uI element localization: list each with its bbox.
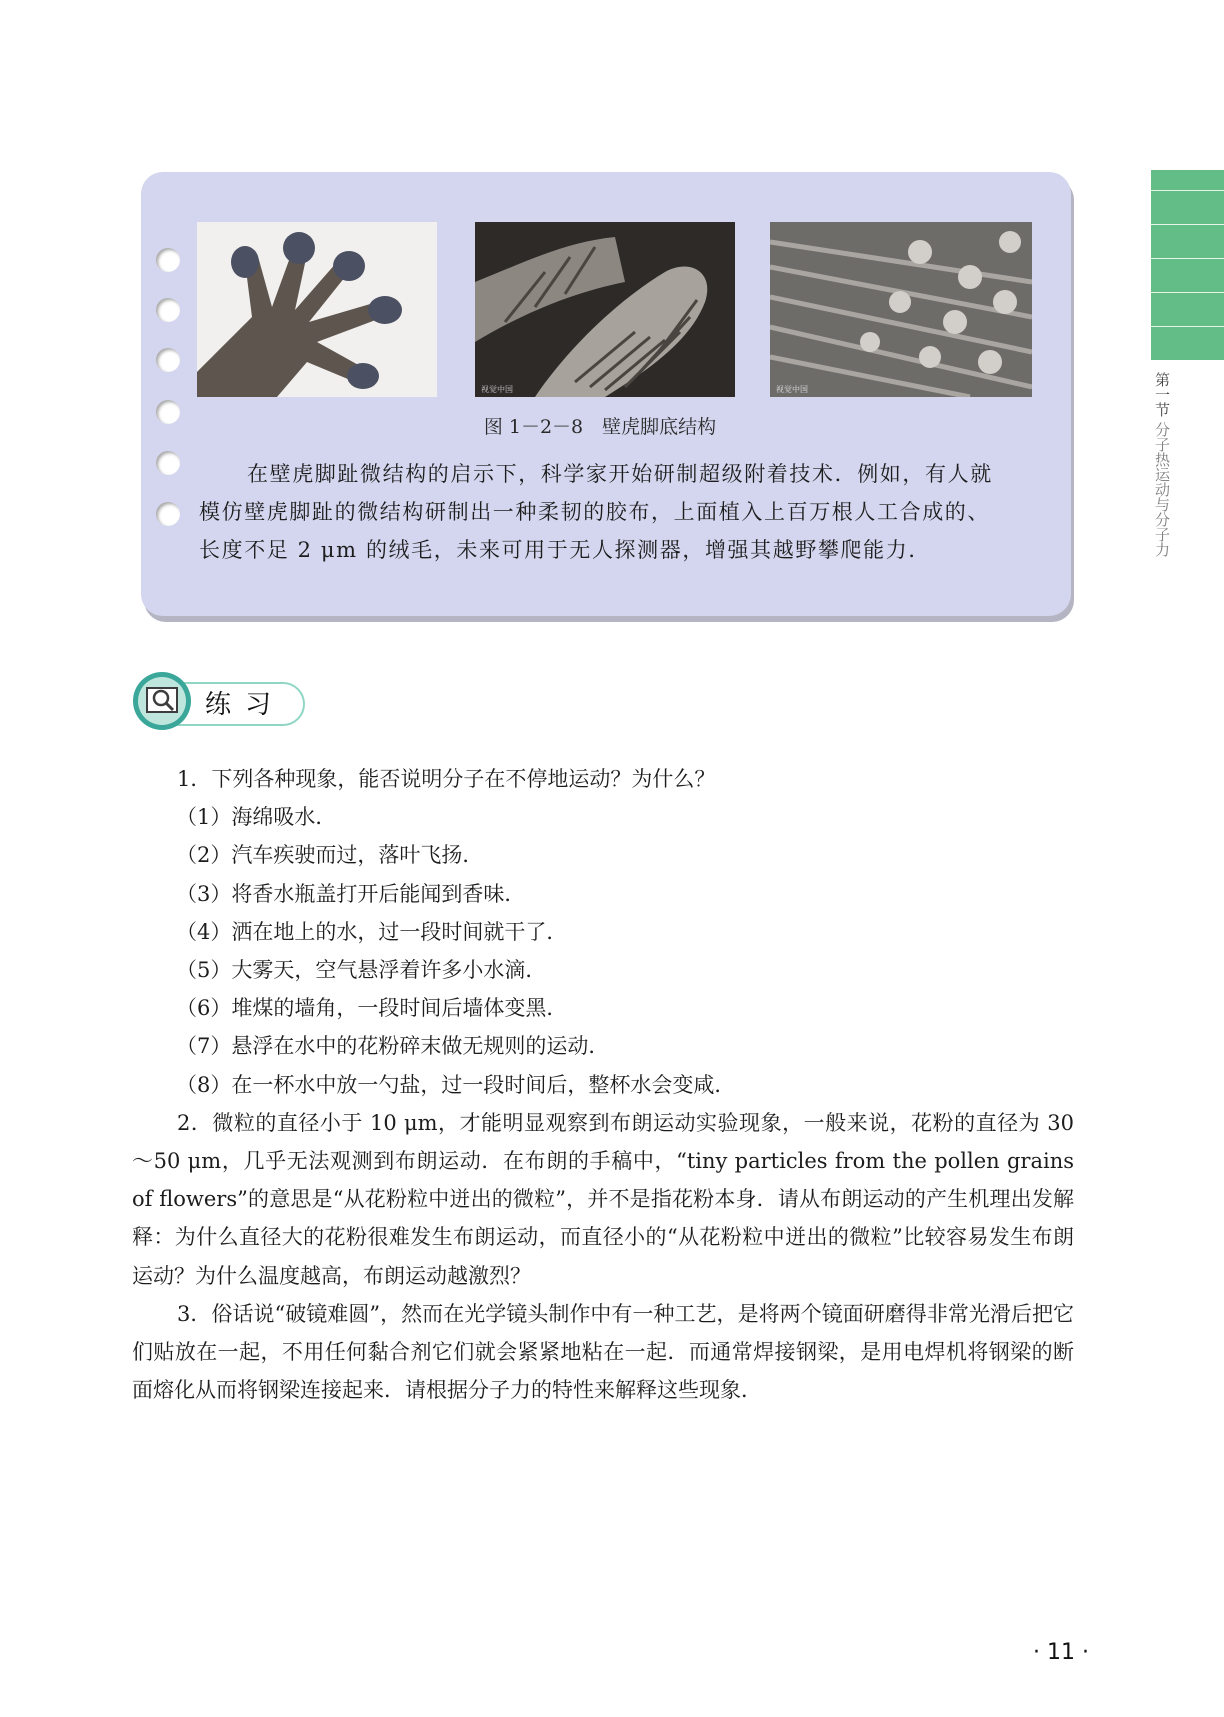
- binder-ring-icon: [156, 248, 180, 272]
- chapter-label: [1148, 372, 1170, 557]
- practice-title: 练习: [205, 690, 286, 720]
- watermark: 视觉中国: [481, 385, 513, 394]
- binder-ring-icon: [156, 298, 180, 322]
- binder-ring-icon: [156, 502, 180, 526]
- toe-lamellae-photo: [475, 222, 735, 397]
- figure-caption: 图 1－2－8 壁虎脚底结构: [483, 416, 717, 438]
- card-line: 模仿壁虎脚趾的微结构研制出一种柔韧的胶布，上面植入上百万根人工合成的、: [199, 500, 990, 524]
- binder-ring-icon: [156, 451, 180, 475]
- magnifier-book-icon: [131, 670, 195, 734]
- section-label: 第一节: [1153, 372, 1171, 417]
- question-3: 3．俗话说“破镜难圆”，然而在光学镜头制作中有一种工艺，是将两个镜面研磨得非常光滑后把它们贴放在一起，不用任何黏合剂它们就会紧紧地粘在一起．而通常焊接钢梁，是用电焊机将钢梁的断面熔化从而将钢梁连接起来．请根据分子力的特性来解释这些现象．: [132, 1301, 1074, 1403]
- binder-ring-icon: [156, 348, 180, 372]
- card-paragraph: [199, 455, 1049, 569]
- exercise-list: [132, 760, 1074, 1409]
- list-item: （4）洒在地上的水，过一段时间就干了．: [176, 919, 568, 944]
- list-item: （7）悬浮在水中的花粉碎末做无规则的运动．: [176, 1034, 610, 1059]
- card-line: 长度不足 2 μm 的绒毛，未来可用于无人探测器，增强其越野攀爬能力．: [199, 538, 931, 562]
- list-item: （1）海绵吸水．: [176, 805, 337, 830]
- chapter-tab: [1151, 170, 1224, 360]
- gecko-foot-photo: [197, 222, 437, 397]
- practice-header: [131, 670, 303, 726]
- question-1: 1．下列各种现象，能否说明分子在不停地运动？为什么？: [177, 767, 716, 791]
- list-item: （8）在一杯水中放一勺盐，过一段时间后，整杯水会变咸．: [176, 1072, 736, 1097]
- card-line: 在壁虎脚趾微结构的启示下，科学家开始研制超级附着技术．例如，有人就: [247, 462, 993, 486]
- question-2: 2．微粒的直径小于 10 μm，才能明显观察到布朗运动实验现象，一般来说，花粉的直径为 30～50 μm，几乎无法观测到布朗运动．在布朗的手稿中，“tiny particles from the pollen grains of flowers”的意思是“从花粉粒中迸出的微粒”，并不是指花粉本身．请从布朗运动的产生机理出发解释：为什么直径大的花粉很难发生布朗运动，而直径小的“从花粉粒中迸出的微粒”比较容易发生布朗运动？为什么温度越高，布朗运动越激烈？: [132, 1110, 1074, 1288]
- chapter-title: 分子热运动与分子力: [1153, 421, 1171, 557]
- page-number: · 11 ·: [1033, 1640, 1089, 1665]
- list-item: （3）将香水瓶盖打开后能闻到香味．: [176, 881, 526, 906]
- watermark: 视觉中国: [776, 385, 808, 394]
- list-item: （5）大雾天，空气悬浮着许多小水滴．: [176, 958, 547, 983]
- setae-photo: [770, 222, 1032, 397]
- list-item: （6）堆煤的墙角，一段时间后墙体变黑．: [176, 996, 568, 1021]
- list-item: （2）汽车疾驶而过，落叶飞扬．: [176, 843, 484, 868]
